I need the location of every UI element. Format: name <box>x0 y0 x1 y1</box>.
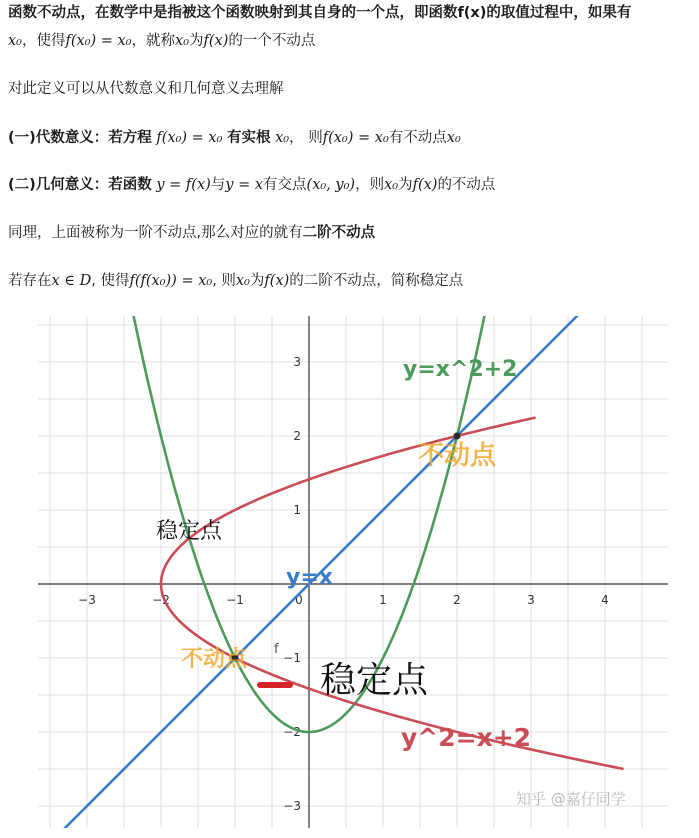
intro-paragraph: 对此定义可以从代数意义和几何意义去理解 <box>8 81 284 97</box>
label-fixed-point-lower: 不动点 <box>181 647 248 672</box>
watermark: 知乎 @嘉仔同学 <box>516 790 626 808</box>
intersection-point <box>454 433 461 440</box>
x-tick-label: −2 <box>152 593 170 607</box>
x-tick-label: −1 <box>226 593 244 607</box>
label-fixed-point-upper: 不动点 <box>418 441 497 471</box>
x-tick-label: 3 <box>527 593 535 607</box>
coordinate-axes <box>38 316 668 828</box>
y-tick-label: −2 <box>283 725 301 739</box>
grid-lines <box>38 316 668 828</box>
annotations <box>156 357 626 808</box>
label-stable-point-left: 稳定点 <box>156 519 223 544</box>
y-tick-label: −3 <box>283 799 301 813</box>
algebraic-meaning: (一)代数意义：若方程 f(x₀) = x₀ 有实根 x₀， 则f(x₀) = x₀有不动点x₀ <box>8 130 461 146</box>
definition-line-1: 函数不动点，在数学中是指被这个函数映射到其自身的一个点，即函数f(x)的取值过程中，如果有 <box>8 5 632 21</box>
x-tick-label: 1 <box>379 593 387 607</box>
geometric-meaning: (二)几何意义：若函数 y = f(x)与y = x有交点(x₀, y₀)，则x₀为f(x)的不动点 <box>8 177 496 193</box>
definition-line-2: x₀，使得f(x₀) = x₀，就称x₀为f(x)的一个不动点 <box>8 33 316 49</box>
x-tick-label: 2 <box>453 593 461 607</box>
label-small-f: f <box>274 642 279 657</box>
curve-line-y-equals-x <box>38 316 649 828</box>
y-tick-label: 2 <box>293 429 301 443</box>
y-tick-label: 3 <box>293 355 301 369</box>
label-sideways-parabola: y^2=x+2 <box>401 723 532 752</box>
curves <box>38 316 649 828</box>
stable-point-definition: 若存在x ∈ D, 使得f(f(x₀)) = x₀, 则x₀为f(x)的二阶不动点，简称稳定点 <box>8 273 464 289</box>
second-order-intro: 同理，上面被称为一阶不动点,那么对应的就有二阶不动点 <box>8 225 376 241</box>
label-stable-point-big: 稳定点 <box>320 660 429 701</box>
y-tick-label: −1 <box>283 651 301 665</box>
label-parabola: y=x^2+2 <box>403 357 518 382</box>
y-tick-label: 1 <box>293 503 301 517</box>
definition-paragraph <box>8 2 631 52</box>
x-tick-label: 4 <box>601 593 609 607</box>
x-tick-label: −3 <box>78 593 96 607</box>
label-line: y=x <box>286 565 333 590</box>
x-tick-label: 0 <box>295 593 303 607</box>
function-graph <box>38 316 668 828</box>
